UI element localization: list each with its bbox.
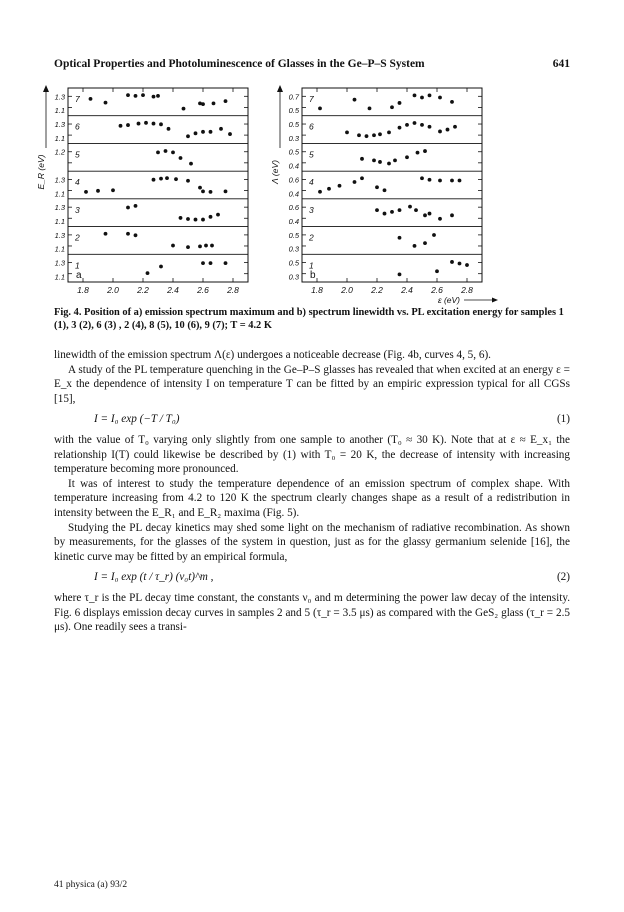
panel-b-point [416, 151, 420, 155]
panel-a-xtick-label: 1.8 [77, 285, 89, 295]
panel-a-point [146, 271, 150, 275]
panel-a-point [189, 162, 193, 166]
figure-4-svg [36, 80, 580, 305]
panel-b-xtick-label: 1.8 [311, 285, 323, 295]
panel-b-point [414, 208, 418, 212]
panel-b-point [372, 133, 376, 137]
panel-a-ytick-label: 1.3 [54, 230, 65, 240]
panel-a-ytick-label: 1.1 [54, 106, 65, 116]
panel-b-point [398, 208, 402, 212]
panel-b-curve-label: 5 [309, 149, 314, 160]
panel-b-point [408, 205, 412, 209]
panel-a-point [159, 265, 163, 269]
panel-b-point [450, 260, 454, 264]
panel-b-ytick-label: 0.5 [288, 147, 299, 157]
panel-b-curve-label: 2 [309, 232, 314, 243]
panel-a-point [201, 130, 205, 134]
panel-a-ytick-label: 1.1 [54, 217, 65, 227]
paragraph-1: linewidth of the emission spectrum Λ(ε) undergoes a noticeable decrease (Fig. 4b, curves 4, 5, 6). [54, 349, 491, 361]
panel-b-point [423, 213, 427, 217]
panel-b-point [375, 185, 379, 189]
page-number: 641 [552, 58, 570, 70]
panel-a-point [209, 130, 213, 134]
panel-b-ytick-label: 0.5 [288, 120, 299, 130]
panel-a-ytick-label: 1.3 [54, 120, 65, 130]
panel-b-point [428, 125, 432, 129]
panel-b-xtick-label: 2.4 [401, 285, 413, 295]
panel-a-point [167, 127, 171, 131]
panel-b-point [413, 93, 417, 97]
panel-a-xtick-label: 2.2 [137, 285, 149, 295]
panel-b-point [428, 178, 432, 182]
panel-a-point [126, 206, 130, 210]
panel-a-point [186, 179, 190, 183]
panel-a-curve-label: 6 [75, 121, 80, 132]
panel-a-curve-label: 7 [75, 94, 80, 104]
panel-b-curve-label: 6 [309, 121, 314, 132]
panel-a-point [119, 124, 123, 128]
panel-b-point [420, 123, 424, 127]
panel-b-ytick-label: 0.3 [288, 272, 299, 282]
panel-a-point [186, 217, 190, 221]
panel-a-point [111, 188, 115, 192]
panel-a-point [198, 186, 202, 190]
panel-b-point [438, 96, 442, 100]
panel-b-point [413, 244, 417, 248]
panel-a-ytick-label: 1.3 [54, 203, 65, 213]
panel-a-point [152, 122, 156, 126]
panel-b-ytick-label: 0.5 [288, 258, 299, 268]
body-text [54, 348, 570, 635]
panel-b-point [375, 208, 379, 212]
panel-a-point [194, 218, 198, 222]
panel-b-letter: b [310, 270, 316, 281]
running-title: Optical Properties and Photoluminescence of Glasses in the Ge–P–S System [54, 58, 425, 70]
panel-a-curve-label: 4 [75, 177, 80, 188]
panel-a-point [224, 99, 228, 103]
panel-a-y-arrowhead [43, 85, 49, 92]
panel-a-ytick-label: 1.3 [54, 92, 65, 102]
panel-b-point [368, 106, 372, 110]
panel-a-y-label: E_R (eV) [36, 154, 46, 190]
paragraph-3: with the value of T₀ varying only slightly from one sample to another (T₀ ≈ 30 K). Note that at ε ≈ E_x₁ the relationship I(T) could likewise be described by (1) with T₀ = 20 K, the decrease of intensity with increasing temperature becoming more pronounced. [54, 433, 570, 476]
panel-a-point [209, 190, 213, 194]
panel-a-point [134, 233, 138, 237]
panel-b-point [383, 212, 387, 216]
panel-a-point [179, 156, 183, 160]
panel-b-point [360, 157, 364, 161]
panel-b-point [372, 158, 376, 162]
panel-a-point [174, 177, 178, 181]
panel-b-ytick-label: 0.3 [288, 133, 299, 143]
equation-1 [54, 412, 570, 427]
panel-b-xtick-label: 2.6 [431, 285, 443, 295]
panel-a-point [219, 127, 223, 131]
panel-b-ytick-label: 0.4 [288, 161, 299, 171]
panel-b-xtick-label: 2.0 [341, 285, 353, 295]
panel-a-point [159, 122, 163, 126]
panel-a-point [141, 93, 145, 97]
panel-a-point [152, 95, 156, 99]
panel-b-ytick-label: 0.5 [288, 230, 299, 240]
panel-a-point [216, 213, 220, 217]
panel-b-point [438, 217, 442, 221]
panel-a-point [182, 107, 186, 111]
panel-b-point [393, 158, 397, 162]
panel-b-point [383, 188, 387, 192]
panel-b-point [398, 126, 402, 130]
panel-b-point [378, 160, 382, 164]
panel-a-point [179, 216, 183, 220]
paragraph-6: where τ_r is the PL decay time constant, the constants ν₀ and m determining the power law decay of the intensity. Fig. 6 displays emission decay curves in samples 2 and 5 (τ_r = 3.5 μs) as compared with the GeS₂ glass (τ_r = 2.5 μs). One readily sees a transi- [54, 591, 570, 634]
panel-a-point [159, 177, 163, 181]
panel-b-point [327, 187, 331, 191]
figure-caption: Fig. 4. Position of a) emission spectrum maximum and b) spectrum linewidth vs. PL excitation energy for samples 1 (1), 3 (2), 6 (3) , 2 (4), 8 (5), 10 (6), 9 (7); T = 4.2 K [54, 307, 564, 331]
panel-a-point [156, 94, 160, 98]
panel-b-point [413, 121, 417, 125]
panel-a-xtick-label: 2.8 [227, 285, 239, 295]
panel-b-point [387, 131, 391, 135]
panel-a-point [171, 244, 175, 248]
panel-a-xtick-label: 2.4 [167, 285, 179, 295]
panel-b-point [432, 233, 436, 237]
panel-b-ytick-label: 0.3 [288, 244, 299, 254]
panel-b-point [450, 213, 454, 217]
panel-b-xtick-label: 2.2 [371, 285, 383, 295]
panel-b-point [365, 134, 369, 138]
panel-a-point [186, 245, 190, 249]
paragraph-2: A study of the PL temperature quenching in the Ge–P–S glasses has revealed that when excited at an energy ε = E_x the dependence of intensity I on temperature T can be fitted by an empiric expression typical for all CGSs [15], [54, 363, 570, 405]
equation-2-number: (2) [556, 571, 570, 584]
panel-b-point [353, 98, 357, 102]
panel-a-point [152, 178, 156, 182]
panel-b-point [338, 184, 342, 188]
panel-a-ytick-label: 1.2 [54, 147, 65, 157]
panel-a-point [201, 102, 205, 106]
panel-a-point [126, 93, 130, 97]
panel-a-point [126, 232, 130, 236]
panel-a-point [164, 149, 168, 153]
panel-a-ytick-label: 1.1 [54, 272, 65, 282]
panel-b-point [420, 176, 424, 180]
panel-a-point [212, 101, 216, 105]
panel-b-point [420, 96, 424, 100]
panel-b-point [438, 130, 442, 134]
panel-a-point [224, 189, 228, 193]
panel-b-point [345, 131, 349, 135]
panel-b-point [423, 149, 427, 153]
panel-b-point [450, 100, 454, 104]
panel-b-point [378, 132, 382, 136]
panel-a-point [204, 244, 208, 248]
figure-4 [36, 80, 580, 305]
panel-b-y-arrowhead [277, 85, 283, 92]
panel-b-ytick-label: 0.7 [288, 92, 299, 102]
panel-a-point [104, 101, 108, 105]
panel-b-point [465, 263, 469, 267]
panel-b-point [387, 162, 391, 166]
panel-b-point [357, 133, 361, 137]
panel-a-point [104, 232, 108, 236]
panel-b-x-label: ε (eV) [437, 295, 460, 305]
panel-a-point [194, 131, 198, 135]
panel-b-ytick-label: 0.6 [288, 203, 299, 213]
panel-a-point [210, 244, 214, 248]
equation-2 [54, 570, 570, 585]
panel-b-y-label: Λ (eV) [270, 160, 280, 184]
panel-b-point [318, 106, 322, 110]
panel-a-point [228, 132, 232, 136]
panel-b-ytick-label: 0.6 [288, 175, 299, 185]
panel-b-point [458, 179, 462, 183]
panel-a-ytick-label: 1.1 [54, 189, 65, 199]
panel-b-ytick-label: 0.4 [288, 217, 299, 227]
panel-b-point [398, 272, 402, 276]
panel-a-ytick-label: 1.1 [54, 133, 65, 143]
panel-a-point [201, 189, 205, 193]
panel-b-x-arrowhead [492, 298, 498, 303]
panel-a-point [96, 189, 100, 193]
panel-b-curve-label: 3 [309, 204, 314, 215]
panel-b-point [428, 93, 432, 97]
panel-a-xtick-label: 2.0 [107, 285, 119, 295]
panel-b-point [398, 236, 402, 240]
panel-b-point [405, 155, 409, 159]
panel-a-frame [68, 88, 248, 282]
panel-a-letter: a [76, 270, 82, 281]
paragraph-5: Studying the PL decay kinetics may shed some light on the mechanism of radiative recombination. As shown by measurements, for the glasses of the system in question, just as for the glassy germanium selenide [16], the kinetic curve may be fitted by an empirical formula, [54, 521, 570, 563]
panel-a-point [156, 150, 160, 154]
panel-b-point [435, 269, 439, 273]
panel-b-ytick-label: 0.5 [288, 106, 299, 116]
panel-b-point [446, 128, 450, 132]
panel-a-point [201, 261, 205, 265]
panel-b-point [428, 212, 432, 216]
panel-b-point [405, 123, 409, 127]
panel-b-ytick-label: 0.4 [288, 189, 299, 199]
panel-a-point [224, 261, 228, 265]
panel-b-point [423, 241, 427, 245]
panel-a-xtick-label: 2.6 [197, 285, 209, 295]
paragraph-4: It was of interest to study the temperature dependence of an emission spectrum of complex shape. With temperature increasing from 4.2 to 120 K the spectrum clearly changes shape as a result of a redistribution in intensity between the E_R₁ and E_R₂ maxima (Fig. 5). [54, 477, 570, 519]
equation-2-formula: I = I₀ exp (t / τ_r) (ν₀t)^m , [94, 571, 214, 584]
panel-a-ytick-label: 1.3 [54, 175, 65, 185]
panel-b-curve-label: 7 [309, 94, 314, 104]
panel-a-point [186, 134, 190, 138]
panel-b-point [438, 179, 442, 183]
panel-a-curve-label: 5 [75, 149, 80, 160]
panel-a-point [201, 218, 205, 222]
panel-a-point [209, 261, 213, 265]
panel-a-ytick-label: 1.3 [54, 258, 65, 268]
panel-b-point [458, 262, 462, 266]
panel-a-point [126, 123, 130, 127]
panel-b-point [390, 210, 394, 214]
panel-b-point [360, 176, 364, 180]
panel-a-point [84, 190, 88, 194]
panel-a-curve-label: 3 [75, 204, 80, 215]
panel-a-point [171, 150, 175, 154]
panel-a-point [198, 244, 202, 248]
panel-a-point [165, 176, 169, 180]
panel-a-point [89, 97, 93, 101]
panel-b-point [453, 125, 457, 129]
panel-b-point [390, 105, 394, 109]
panel-a-point [134, 94, 138, 98]
panel-b-curve-label: 1 [309, 260, 314, 271]
panel-b-curve-label: 4 [309, 177, 314, 188]
panel-a-point [137, 122, 141, 126]
panel-a-point [134, 204, 138, 208]
panel-b-xtick-label: 2.8 [461, 285, 473, 295]
equation-1-formula: I = I₀ exp (−T / T₀) [94, 413, 180, 426]
panel-b-point [398, 101, 402, 105]
running-header [54, 58, 570, 70]
panel-a-ytick-label: 1.1 [54, 244, 65, 254]
panel-b-frame [302, 88, 482, 282]
panel-b-point [318, 190, 322, 194]
panel-a-curve-label: 1 [75, 260, 80, 271]
panel-a-point [209, 215, 213, 219]
page-footer: 41 physica (a) 93/2 [54, 880, 128, 890]
panel-b-point [450, 179, 454, 183]
panel-b-point [353, 180, 357, 184]
panel-a-curve-label: 2 [75, 232, 80, 243]
panel-a-point [144, 121, 148, 125]
equation-1-number: (1) [556, 413, 570, 426]
